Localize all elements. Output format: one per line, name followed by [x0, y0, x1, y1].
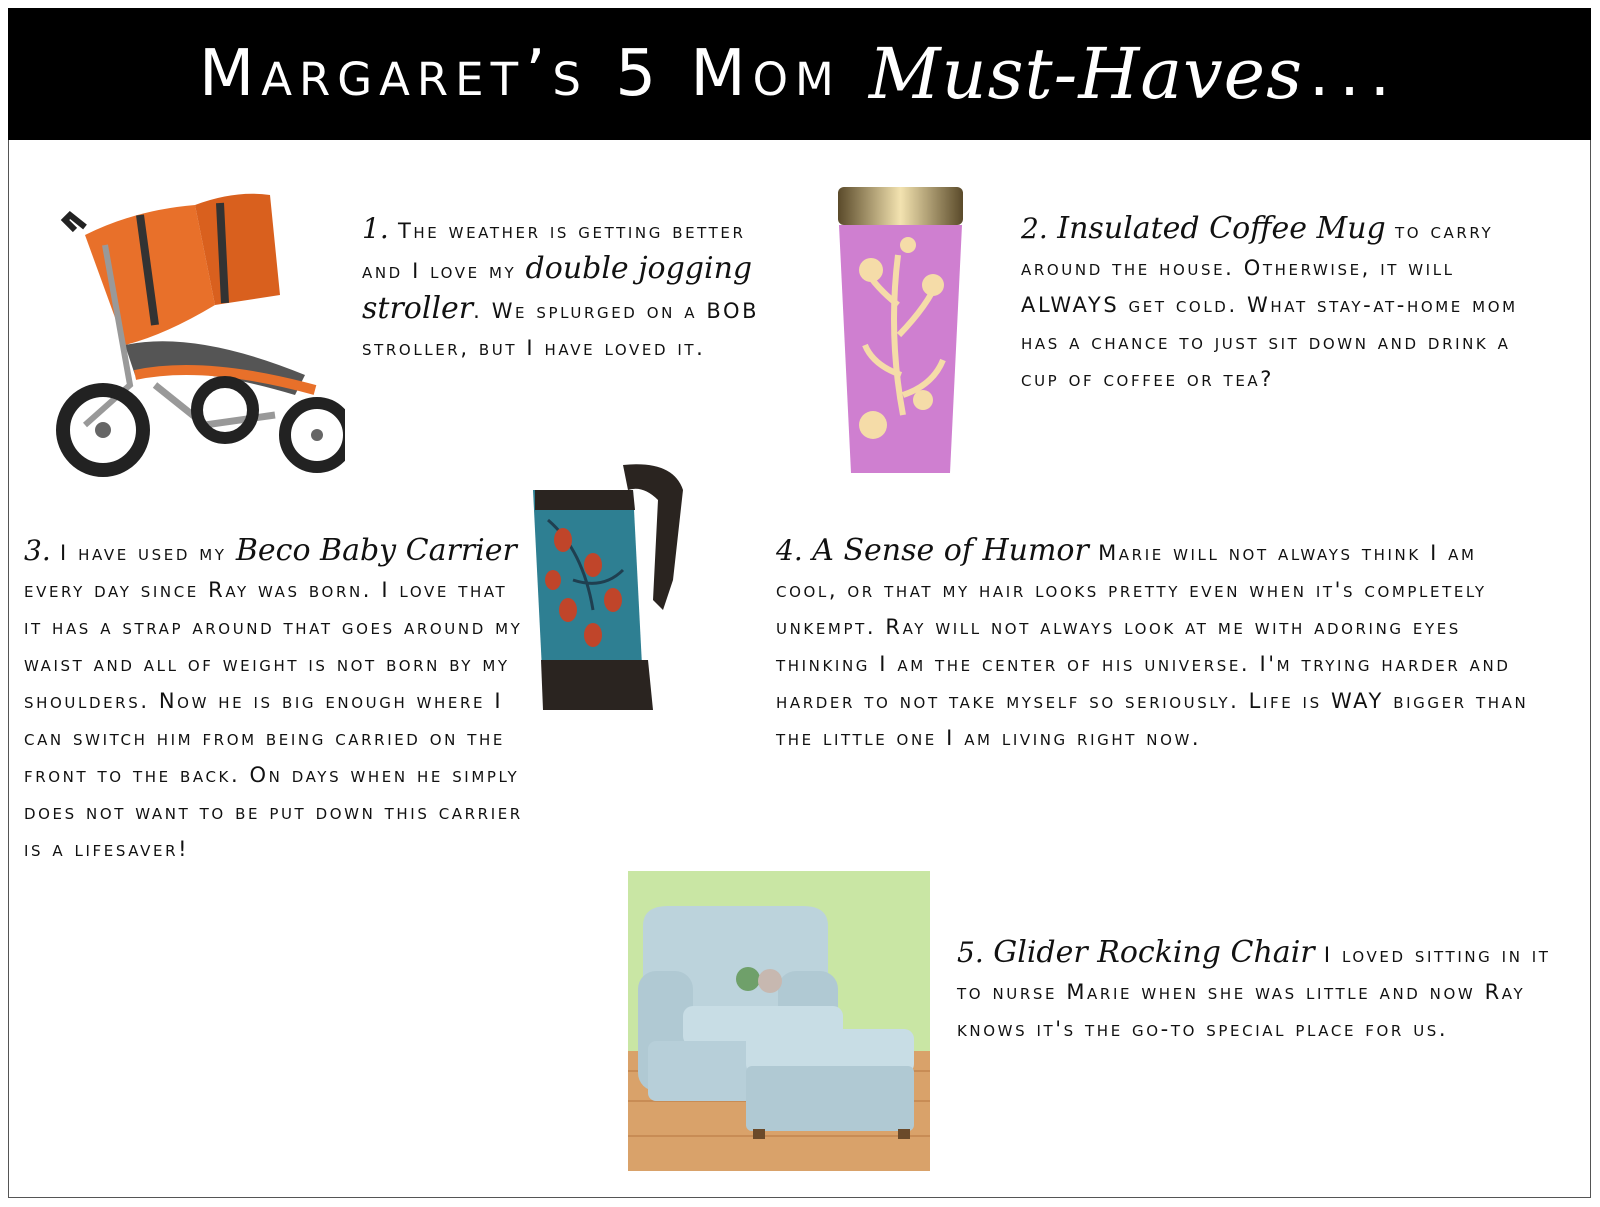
title-dots: ... — [1309, 37, 1401, 111]
item-3-text-before: I have used my — [50, 541, 236, 565]
item-4 — [776, 532, 1546, 757]
title-script: Must-Haves — [868, 33, 1303, 115]
item-1-text-before: The weather is getting better and I love my — [362, 219, 746, 283]
item-1-highlight: double jogging stroller — [362, 251, 753, 326]
item-5-highlight: Glider Rocking Chair — [983, 935, 1315, 970]
item-5 — [957, 934, 1557, 1048]
title-banner — [8, 8, 1591, 140]
item-2-number: 2. — [1021, 212, 1048, 245]
item-2 — [1021, 210, 1551, 398]
item-3-text-after: every day since Ray was born. I love that it has a strap around that goes around my waist and all of weight is not born by my shoulders. Now he is big enough where I can switch him from being carried on the front to the back. On days when he simply does not want to be put down this carrier is a lifesaver! — [24, 578, 523, 861]
item-5-text-after: I loved sitting in it to nurse Marie when she was little and now Ray knows it's the go-to special place for us. — [957, 943, 1551, 1041]
item-2-text-after: to carry around the house. Otherwise, it will ALWAYS get cold. What stay-at-home mom has a chance to just sit down and drink a cup of coffee or tea? — [1021, 219, 1518, 391]
item-4-text-after: Marie will not always think I am cool, or that my hair looks pretty even when it's completely unkempt. Ray will not always look at me with adoring eyes thinking I am the center of his universe. I'm trying harder and harder to not take myself so seriously. Life is WAY bigger than the little one I am living right now. — [776, 541, 1529, 750]
item-4-number: 4. — [776, 534, 803, 567]
item-3-number: 3. — [24, 534, 51, 567]
item-4-highlight: A Sense of Humor — [802, 533, 1089, 568]
item-1-text-after: . We splurged on a BOB stroller, but I have loved it. — [362, 299, 760, 360]
item-2-highlight: Insulated Coffee Mug — [1047, 211, 1386, 246]
coffee-mug-image — [833, 185, 968, 480]
title-caps: Margaret’s 5 Mom — [198, 37, 841, 111]
item-1 — [362, 210, 792, 367]
baby-carrier-image — [523, 460, 698, 720]
glider-chair-image — [628, 871, 930, 1171]
item-3 — [24, 532, 524, 868]
item-1-number: 1. — [362, 212, 389, 245]
jogging-stroller-image — [45, 185, 345, 485]
item-5-number: 5. — [957, 936, 984, 969]
item-3-highlight: Beco Baby Carrier — [235, 533, 517, 568]
